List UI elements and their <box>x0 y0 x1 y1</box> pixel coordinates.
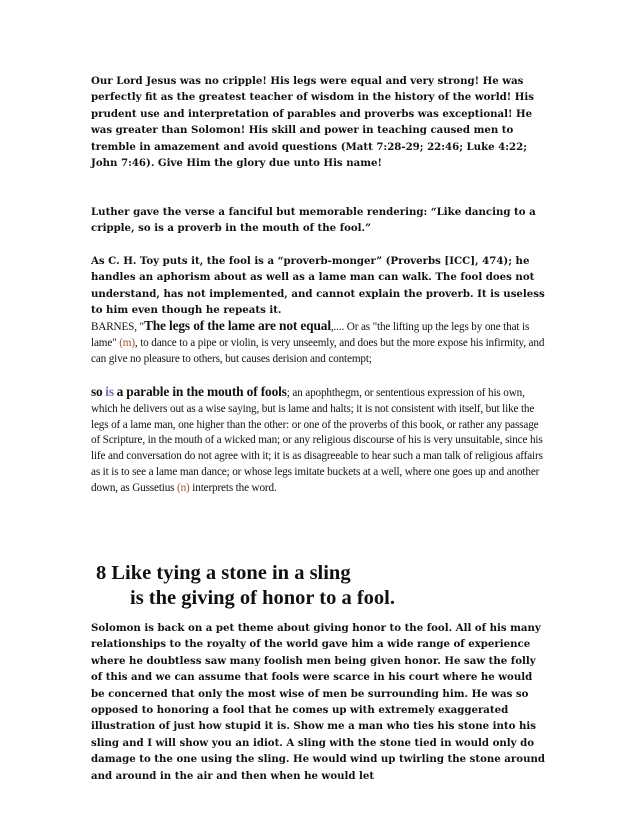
barnes-phrase: The legs of the lame are not equal <box>143 318 331 333</box>
barnes-author: BARNES, " <box>91 321 144 333</box>
fools-word-so: so <box>91 384 103 399</box>
barnes-after-phrase: ,.... Or as "the lifting up the legs by one that is lame" <box>91 321 530 349</box>
fools-phrase: a parable in the mouth of fools <box>116 384 287 399</box>
fools-text: ; an apophthegm, or sententious expression of his own, which he delivers out as a wise saying, but is lame and halts; it is not consistent with itself, but like the legs of a lame man, one higher than the other: or one of the proverbs of this book, or rather any passage of Scripture, in the mouth of a wicked man; or any religious discourse of his is very unsuitable, since his life and conversation do not agree with it; it is as disagreeable to hear such a man talk of religious affairs as it is to see a lame man dance; or whose legs imitate buckets at a well, where one goes up and another down, as Gussetius <box>91 387 543 494</box>
paragraph-solomon: Solomon is back on a pet theme about giving honor to the fool. All of his many relationships to the royalty of the world gave him a wide range of experience where he doubtless saw many foolish men being given honor. He saw the folly of this and we can assume that fools were scarce in his court where he would be concerned that only the most wise of men be surrounding him. He was so opposed to honoring a fool that he comes up with extremely exaggerated illustration of just how stupid it is. Show me a man who ties his stone into his sling and I will show you an idiot. A sling with the stone tied in would only do damage to the one using the sling. He would wind up twirling the stone around and around in the air and then when he would let <box>91 622 546 782</box>
barnes-rest: , to dance to a pipe or violin, is very unseemly, and does but the more expose his infirmity, and can give no pleasure to others, but causes derision and contempt; <box>91 336 545 365</box>
fools-word-is: is <box>105 384 114 399</box>
footnote-ref-m[interactable]: (m) <box>119 336 135 349</box>
paragraph-lord-jesus: Our Lord Jesus was no cripple! His legs were equal and very strong! He was perfectly fit as the greatest teacher of wisdom in the history of the world! His prudent use and interpretation of parables and proverbs was exceptional! He was greater than Solomon! His skill and power in teaching caused men to tremble in amazement and avoid questions (Matt 7:28-29; 22:46; Luke 4:22; John 7:46). Give Him the glory due unto His name! <box>91 75 535 170</box>
paragraph-luther: Luther gave the verse a fanciful but memorable rendering: “Like dancing to a cripple, so is a proverb in the mouth of the fool.” <box>91 206 536 235</box>
paragraph-fools <box>91 384 547 497</box>
fools-end: interprets the word. <box>189 481 277 494</box>
paragraph-toy: As C. H. Toy puts it, the fool is a “proverb-monger” (Proverbs [ICC], 474); he handles an aphorism about as well as a lame man can walk. The fool does not understand, has not implemented, and cannot explain the proverb. It is useless to him even though he repeats it. <box>91 255 545 317</box>
verse-heading-line-1: 8 Like tying a stone in a sling <box>96 562 351 584</box>
verse-heading-line-2: is the giving of honor to a fool. <box>130 587 395 609</box>
paragraph-barnes <box>91 318 547 367</box>
footnote-ref-n[interactable]: (n) <box>177 481 190 494</box>
